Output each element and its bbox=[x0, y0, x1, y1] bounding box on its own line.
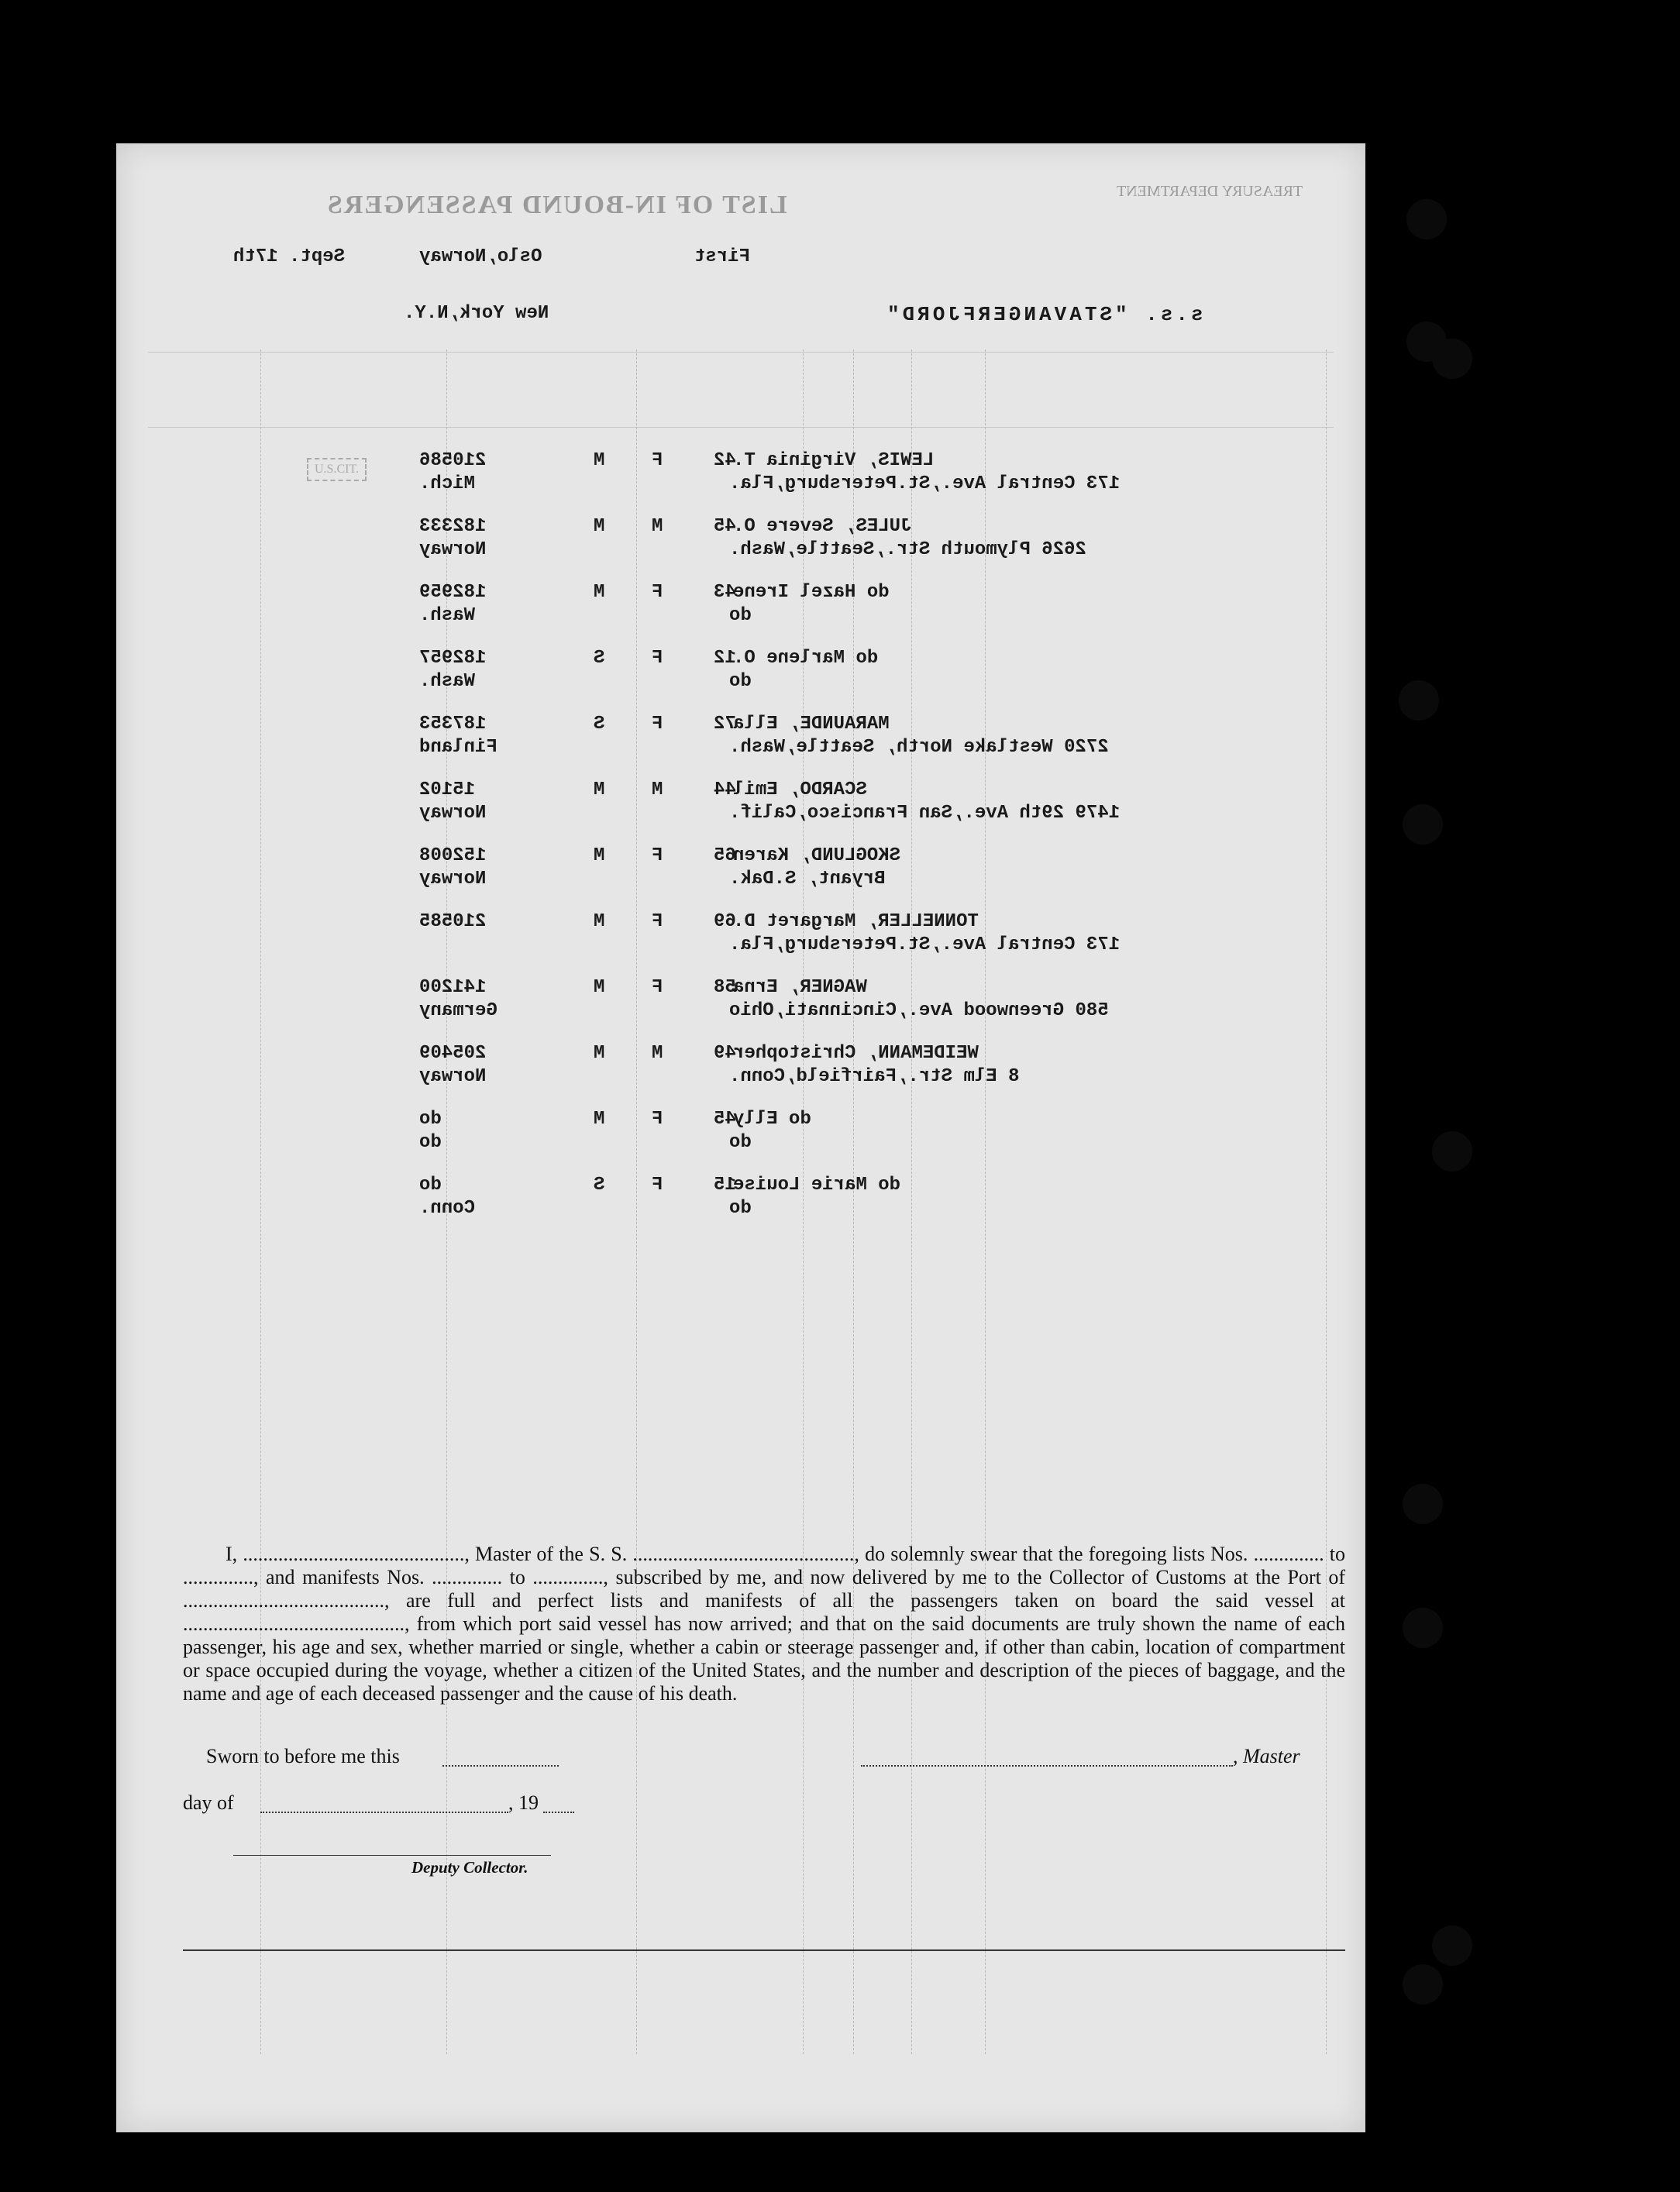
passenger-sex: F bbox=[652, 714, 663, 735]
deputy-label: Deputy Collector. bbox=[411, 1858, 528, 1877]
passenger-sex: F bbox=[652, 582, 663, 603]
deputy-line bbox=[233, 1855, 551, 1856]
passenger-ms: M bbox=[594, 450, 605, 471]
passenger-address: 1479 29th Ave.,San Francisco,Calif. bbox=[729, 803, 1121, 824]
passenger-age: 15 bbox=[714, 1175, 736, 1196]
passenger-address: 2626 Plymouth Str.,Seattle,Wash. bbox=[729, 539, 1086, 560]
year-line bbox=[543, 1796, 574, 1813]
column-rule bbox=[803, 349, 804, 2054]
passenger-address: 173 Central Ave.,St.Petersburg,Fla. bbox=[729, 473, 1121, 494]
passenger-sex: F bbox=[652, 977, 663, 998]
passenger-residence: Norway bbox=[419, 803, 487, 824]
passenger-sex: F bbox=[652, 450, 663, 471]
binder-hole bbox=[1432, 1131, 1472, 1172]
passenger-age: 45 bbox=[714, 1109, 736, 1130]
bottom-rule bbox=[183, 1949, 1345, 1951]
passenger-doc: 182333 bbox=[419, 516, 487, 537]
passenger-address: 8 Elm Str.,Fairfield,Conn. bbox=[729, 1066, 1020, 1087]
passenger-doc: 187353 bbox=[419, 714, 487, 735]
passenger-residence: Norway bbox=[419, 539, 487, 560]
passenger-address: 580 Greenwood Ave.,Cincinnati,Ohio bbox=[729, 1000, 1109, 1021]
passenger-address: do bbox=[729, 1132, 752, 1153]
passenger-residence: Germany bbox=[419, 1000, 497, 1021]
passenger-sex: F bbox=[652, 845, 663, 866]
passenger-sex: M bbox=[652, 1043, 663, 1064]
passenger-name: WEIDEMANN, Christopher bbox=[733, 1043, 979, 1064]
header-arriving: New York,N.Y. bbox=[404, 303, 549, 324]
binder-hole bbox=[1399, 680, 1439, 721]
passenger-name: do Hazel Irene bbox=[733, 582, 890, 603]
passenger-residence: Norway bbox=[419, 869, 487, 890]
column-rule bbox=[636, 349, 637, 2054]
header-from: Oslo,Norway bbox=[419, 246, 542, 267]
column-rule bbox=[853, 349, 854, 2054]
passenger-age: 44 bbox=[714, 779, 736, 800]
passenger-ms: M bbox=[594, 845, 605, 866]
passenger-doc: do bbox=[419, 1109, 442, 1130]
passenger-name: SCARDO, Emil bbox=[733, 779, 867, 800]
passenger-residence: Conn. bbox=[419, 1198, 476, 1219]
passenger-address: do bbox=[729, 671, 752, 692]
master-line bbox=[861, 1750, 1233, 1767]
passenger-ms: S bbox=[594, 648, 605, 669]
passenger-doc: 205409 bbox=[419, 1043, 487, 1064]
passenger-ms: S bbox=[594, 1175, 605, 1196]
manifest-sheet bbox=[116, 143, 1365, 2132]
passenger-sex: M bbox=[652, 516, 663, 537]
passenger-doc: 182957 bbox=[419, 648, 487, 669]
passenger-residence: Norway bbox=[419, 1066, 487, 1087]
sworn-line bbox=[442, 1750, 559, 1767]
passenger-ms: M bbox=[594, 1043, 605, 1064]
passenger-age: 69 bbox=[714, 911, 736, 932]
oath-paragraph bbox=[183, 1543, 1345, 1705]
passenger-name: JULES, Severe O. bbox=[733, 516, 912, 537]
passenger-address: 173 Central Ave.,St.Petersburg,Fla. bbox=[729, 934, 1121, 955]
header-ship: s.s. "STAVANGERFJORD" bbox=[884, 303, 1203, 326]
passenger-ms: M bbox=[594, 1109, 605, 1130]
passenger-age: 42 bbox=[714, 450, 736, 471]
passenger-age: 65 bbox=[714, 845, 736, 866]
passenger-doc: 152008 bbox=[419, 845, 487, 866]
passenger-address: 2720 Westlake North, Seattle,Wash. bbox=[729, 737, 1109, 758]
column-rule bbox=[985, 349, 986, 2054]
passenger-age: 12 bbox=[714, 648, 736, 669]
passenger-sex: M bbox=[652, 779, 663, 800]
binder-hole bbox=[1403, 1484, 1443, 1524]
binder-hole bbox=[1406, 199, 1447, 239]
faint-title: LIST OF IN-BOUND PASSENGERS bbox=[326, 191, 787, 219]
passenger-age: 72 bbox=[714, 714, 736, 735]
master-label: , Master bbox=[1233, 1745, 1300, 1767]
passenger-name: do Elly bbox=[733, 1109, 811, 1130]
passenger-sex: F bbox=[652, 911, 663, 932]
binder-hole bbox=[1403, 1964, 1443, 2004]
passenger-ms: S bbox=[594, 714, 605, 735]
passenger-sex: F bbox=[652, 1109, 663, 1130]
passenger-address: do bbox=[729, 605, 752, 626]
passenger-residence: Mich. bbox=[419, 473, 476, 494]
passenger-residence: Wash. bbox=[419, 671, 476, 692]
passenger-doc: 141200 bbox=[419, 977, 487, 998]
passenger-ms: M bbox=[594, 779, 605, 800]
passenger-ms: M bbox=[594, 911, 605, 932]
passenger-residence: Wash. bbox=[419, 605, 476, 626]
passenger-name: WAGNER, Erna bbox=[733, 977, 867, 998]
day-of-line bbox=[260, 1796, 508, 1813]
passenger-residence: do bbox=[419, 1132, 442, 1153]
header-rule bbox=[148, 352, 1334, 353]
passenger-ms: M bbox=[594, 516, 605, 537]
passenger-age: 49 bbox=[714, 1043, 736, 1064]
passenger-name: MARAUNDE, Ella bbox=[733, 714, 890, 735]
passenger-doc: 210585 bbox=[419, 911, 487, 932]
faint-stamp: U.S.CIT. bbox=[307, 458, 367, 481]
passenger-ms: M bbox=[594, 977, 605, 998]
header-date: Sept. 17th bbox=[233, 246, 346, 267]
passenger-ms: M bbox=[594, 582, 605, 603]
year-label: , 19 bbox=[508, 1791, 539, 1814]
header-class: First bbox=[694, 246, 751, 267]
passenger-name: SKOGLUND, Karen bbox=[733, 845, 901, 866]
binder-hole bbox=[1432, 1925, 1472, 1966]
passenger-name: do Marie Louise bbox=[733, 1175, 901, 1196]
binder-hole bbox=[1403, 1608, 1443, 1648]
column-rule bbox=[1326, 349, 1327, 2054]
binder-hole bbox=[1432, 339, 1472, 379]
oath-text: I, ............................................, Master of the S. S. ............................................, do solemnly swear that the foregoing lists Nos. .............. to .............., and manifests Nos. .............. to .............., subscribed by me, and now delivered by me to the Collector of Customs at the Port of ........................................, are full and perfect lists and manifests of all the passengers taken on board the said vessel at ............................................, from which port said vessel has now arrived; and that on the said documents are truly shown the name of each passenger, his age and sex, whether married or single, whether a cabin or steerage passenger and, if other than cabin, location of compartment or space occupied during the voyage, whether a citizen of the United States, and the number and description of the pieces of baggage, and the name and age of each deceased passenger and the cause of his death. bbox=[183, 1543, 1345, 1705]
passenger-age: 58 bbox=[714, 977, 736, 998]
binder-hole bbox=[1403, 804, 1443, 845]
day-of-label: day of bbox=[183, 1791, 234, 1814]
passenger-residence: Finland bbox=[419, 737, 497, 758]
passenger-sex: F bbox=[652, 648, 663, 669]
passenger-address: Bryant, S.Dak. bbox=[729, 869, 886, 890]
passenger-name: LEWIS, Virginia T. bbox=[733, 450, 935, 471]
passenger-age: 43 bbox=[714, 582, 736, 603]
passenger-sex: F bbox=[652, 1175, 663, 1196]
passenger-doc: 15102 bbox=[419, 779, 476, 800]
passenger-address: do bbox=[729, 1198, 752, 1219]
passenger-age: 45 bbox=[714, 516, 736, 537]
column-rule bbox=[911, 349, 912, 2054]
passenger-doc: 182959 bbox=[419, 582, 487, 603]
header-rule-2 bbox=[148, 427, 1334, 428]
passenger-doc: do bbox=[419, 1175, 442, 1196]
passenger-name: TONNELLER, Margaret D. bbox=[733, 911, 979, 932]
sworn-label: Sworn to before me this bbox=[206, 1745, 400, 1767]
passenger-doc: 210586 bbox=[419, 450, 487, 471]
passenger-name: do Marlene O. bbox=[733, 648, 879, 669]
faint-dept: TREASURY DEPARTMENT bbox=[1117, 183, 1303, 200]
